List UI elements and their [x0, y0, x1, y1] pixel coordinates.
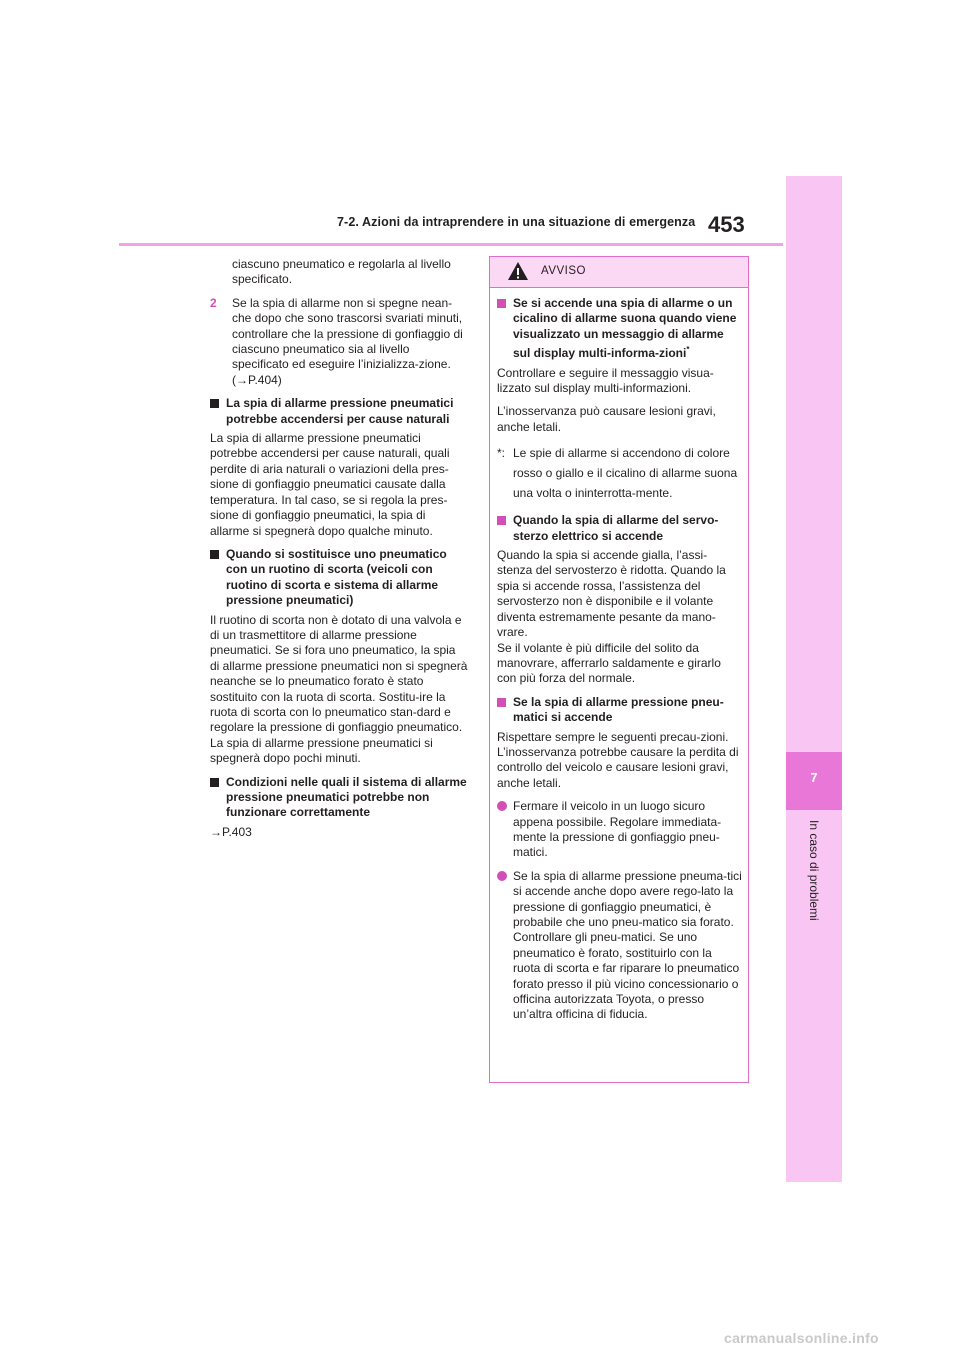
square-bullet-icon	[497, 299, 506, 308]
heading-text: Se si accende una spia di allarme o un cicalino di allarme suona quando viene visualizzato un messaggio di allarme sul display multi-informa-zioni	[513, 296, 737, 361]
footnote-mark: *:	[497, 446, 506, 461]
section-heading	[210, 775, 468, 821]
section-body: Il ruotino di scorta non è dotato di una valvola e di un trasmettitore di allarme pressione pneumatici. Se si fora uno pneumatico, la spia di allarme pressione pneumatici non si spegnerà neanche se lo pneumatico forato è stato sostituito con la ruota di scorta. Sostitu-ire la ruota di scorta con lo pneumatico stan-dard e regolare la pressione di gonfiaggio pneumatico. La spia di allarme pressione pneumatici si spegnerà dopo pochi minuti.	[210, 612, 468, 766]
bullet-text: Fermare il veicolo in un luogo sicuro appena possibile. Regolare immediata-mente la pressione di gonfiaggio pneu-matici.	[513, 799, 722, 860]
warning-header	[490, 257, 748, 288]
heading-text: Quando si sostituisce uno pneumatico con un ruotino di scorta (veicoli con ruotino di scorta e sistema di allarme pressione pneumatici)	[226, 546, 447, 608]
heading-text: Condizioni nelle quali il sistema di allarme pressione pneumatici potrebbe non funzionare correttamente	[226, 774, 467, 820]
footnote-mark: *	[686, 345, 690, 355]
square-bullet-icon	[210, 399, 219, 408]
warning-text: L’inosservanza può causare lesioni gravi, anche letali.	[497, 404, 716, 434]
section-body: La spia di allarme pressione pneumatici potrebbe accendersi per cause naturali, quali perdite di aria naturali o variazioni della pres-sione di gonfiaggio pneumatici causate dalla temperatura. In tal caso, se si regola la pres-sione di gonfiaggio pneumatici, la spia di allarme si spegnerà dopo qualche minuto.	[210, 431, 450, 538]
heading-text: La spia di allarme pressione pneumatici potrebbe accendersi per cause naturali	[226, 396, 454, 426]
warning-label: AVVISO	[541, 265, 586, 277]
bullet-item	[497, 799, 742, 861]
page-reference-link[interactable]: →P.403	[210, 824, 252, 839]
chapter-side-tab	[786, 176, 842, 1182]
footnote	[497, 443, 742, 503]
warning-text: Rispettare sempre le seguenti precau-zioni. L’inosservanza potrebbe causare la perdita di controllo del veicolo e causare lesioni gravi, anche letali.	[497, 729, 739, 790]
warning-text: Controllare e seguire il messaggio visua-lizzato sul display multi-informazioni.	[497, 365, 714, 396]
heading-text: Quando la spia di allarme del servo-sterzo elettrico si accende	[513, 513, 719, 543]
section-heading	[210, 396, 468, 427]
chapter-title: In caso di problemi	[807, 820, 821, 921]
warning-text: Se il volante è più difficile del solito da manovrare, afferrarlo saldamente e girarlo con più forza del normale.	[497, 640, 721, 686]
circle-bullet-icon	[497, 871, 507, 881]
page-number: 453	[708, 212, 745, 237]
step-2	[210, 296, 468, 388]
warning-text: Quando la spia si accende gialla, l’assi-stenza del servosterzo è ridotta. Quando la spia si accende rossa, l’assistenza del servosterzo non è disponibile e il volante diventa estremamente pesante da mano-vrare.	[497, 548, 726, 640]
warning-section-heading	[497, 296, 742, 362]
step-number: 2	[210, 295, 217, 310]
chapter-number: 7	[810, 770, 818, 785]
watermark: carmanualsonline.info	[724, 1330, 879, 1346]
warning-triangle-icon	[507, 261, 529, 286]
warning-body	[497, 292, 742, 1031]
square-bullet-icon	[497, 516, 506, 525]
square-bullet-icon	[210, 550, 219, 559]
bullet-item	[497, 869, 742, 1023]
section-title: 7-2. Azioni da intraprendere in una situazione di emergenza	[337, 215, 696, 229]
warning-section-heading	[497, 513, 742, 544]
square-bullet-icon	[210, 778, 219, 787]
header-divider	[119, 243, 783, 246]
intro-continuation: ciascuno pneumatico e regolarla al livello specificato.	[232, 257, 451, 287]
section-heading	[210, 547, 468, 609]
step-text: Se la spia di allarme non si spegne nean-che dopo che sono trascorsi svariati minuti, controllare che la pressione di gonfiaggio di ciascuno pneumatico sia al livello specificato ed eseguire l’inizializza-zione. (→P.404)	[232, 295, 463, 387]
bullet-text: Se la spia di allarme pressione pneuma-tici si accende anche dopo avere rego-lato la pressione di gonfiaggio pneumatici, è probabile che uno pneu-matico sia forato. Controllare gli pneu-matici. Se uno pneumatico è forato, sostituirlo con la ruota di scorta e far riparare lo pneumatico forato presso il più vicino concessionario o officina autorizzata Toyota, o presso un’altra officina di fiducia.	[513, 868, 742, 1022]
circle-bullet-icon	[497, 801, 507, 811]
warning-section-heading	[497, 695, 742, 726]
footnote-text: Le spie di allarme si accendono di colore rosso o giallo e il cicalino di allarme suona una volta o ininterrotta-mente.	[513, 446, 738, 501]
heading-text: Se la spia di allarme pressione pneu-matici si accende	[513, 694, 724, 725]
square-bullet-icon	[497, 698, 506, 707]
warning-box	[489, 256, 749, 1083]
left-column	[210, 257, 468, 848]
